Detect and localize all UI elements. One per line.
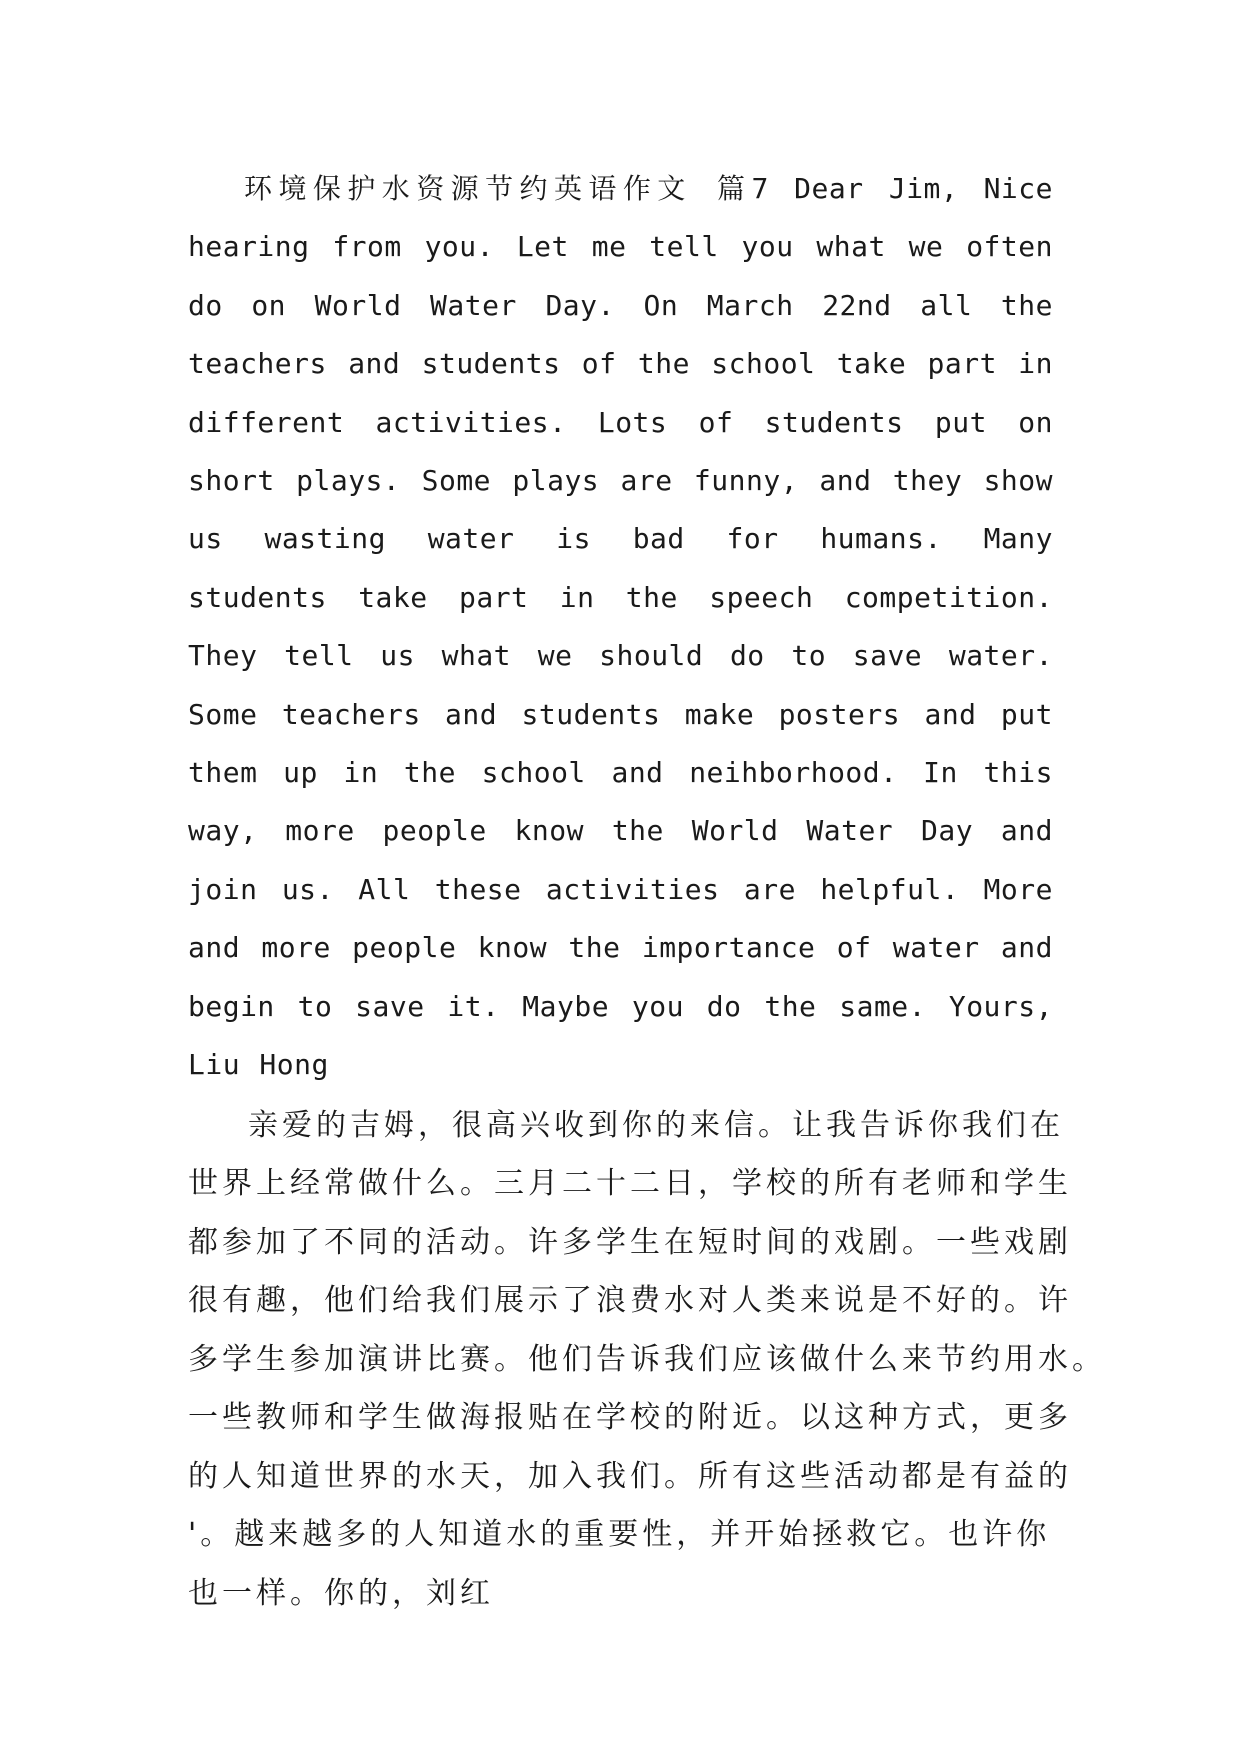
chinese-line: 也一样。你的，刘红: [188, 1575, 494, 1611]
chinese-line: 亲爱的吉姆，很高兴收到你的来信。让我告诉你我们在: [248, 1107, 1064, 1143]
chinese-line: 一些教师和学生做海报贴在学校的附近。以这种方式，更多: [188, 1400, 1072, 1435]
chinese-line: 很有趣，他们给我们展示了浪费水对人类来说是不好的。许: [188, 1283, 1072, 1318]
chinese-line: '。越来越多的人知道水的重要性，并开始拯救它。也许你: [188, 1517, 1051, 1552]
chinese-line: 多学生参加演讲比赛。他们告诉我们应该做什么来节约用水。: [188, 1341, 1106, 1377]
chinese-line: 世界上经常做什么。三月二十二日，学校的所有老师和学生: [188, 1166, 1072, 1201]
chinese-line: 都参加了不同的活动。许多学生在短时间的戏剧。一些戏剧: [188, 1224, 1072, 1260]
chinese-translation-paragraph: [188, 1097, 1106, 1624]
document-page: [188, 160, 1106, 1623]
chinese-line: 的人知道世界的水天，加入我们。所有这些活动都是有益的: [188, 1458, 1072, 1494]
english-essay-paragraph: 环境保护水资源节约英语作文 篇7 Dear Jim, Nice hearing from you. Let me tell you what we often do on World Water Day. On March 22nd all the teachers and students of the school take part in different activities. Lots of students put on short plays. Some plays are funny, and they show us wasting water is bad for humans. Many students take part in the speech competition. They tell us what we should do to save water. Some teachers and students make posters and put them up in the school and neihborhood. In this way, more people know the World Water Day and join us. All these activities are helpful. More and more people know the importance of water and begin to save it. Maybe you do the same. Yours, Liu Hong: [188, 172, 1053, 1082]
